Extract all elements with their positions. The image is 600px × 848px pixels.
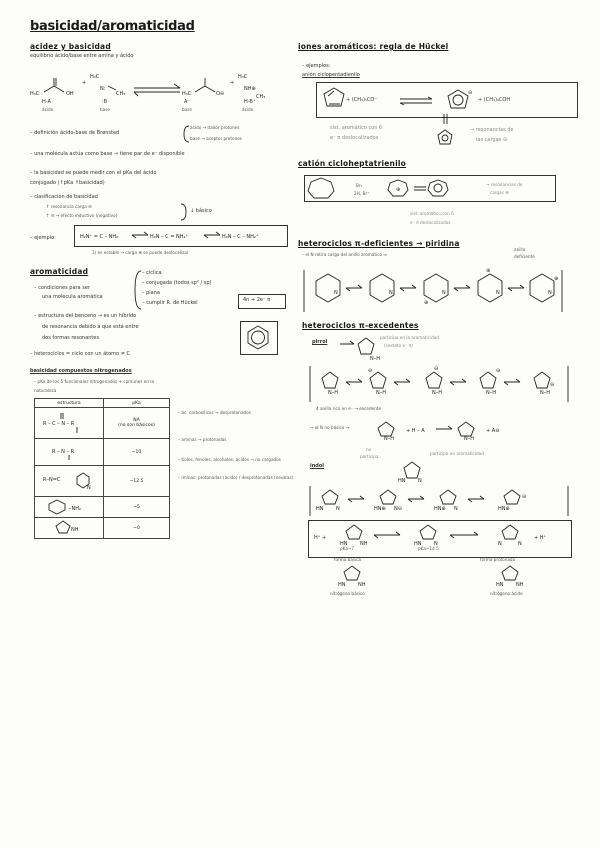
brace <box>132 270 142 310</box>
reagent-mid: 2H, Br⁺ <box>354 191 370 196</box>
aromatic-system-1: sist. aromático con 6 <box>330 125 383 131</box>
section-piridina-header: heterociclos π-deficientes → piridina <box>298 239 460 248</box>
svg-text:HN: HN <box>340 541 348 547</box>
classif-result: ↓ básico <box>190 208 212 214</box>
svg-text:HN⊕: HN⊕ <box>498 506 510 512</box>
svg-text:⊖: ⊖ <box>496 368 501 374</box>
svg-text:HN: HN <box>316 506 324 512</box>
pyrrole-resonance <box>308 364 570 404</box>
resonance-negative-1: → resonancias de <box>470 127 514 133</box>
th-structure: estructura <box>35 399 104 408</box>
pirrol-note-2: (sexteto e⁻ π) <box>384 343 413 348</box>
svg-text:H₂N – C – NH₂⁺: H₂N – C – NH₂⁺ <box>222 234 259 240</box>
pirrol-label: pirrol <box>312 339 328 345</box>
cation-resonance-1: → resonancias de <box>486 182 523 187</box>
svg-text:HN⊕: HN⊕ <box>374 506 386 512</box>
svg-text:H₂N – C = NH₂⁺: H₂N – C = NH₂⁺ <box>150 234 189 240</box>
form-basic: forma básica <box>334 557 362 562</box>
intro-1: – pKa de los 5 funcionales nitrogenados + comunes en la <box>34 379 155 384</box>
svg-text:⊕: ⊕ <box>554 276 559 282</box>
svg-text:⊖: ⊖ <box>434 366 439 372</box>
svg-text:O⊖: O⊖ <box>216 91 225 97</box>
svg-text:N: N <box>548 290 552 296</box>
section-basicidad-header: basicidad compuestos nitrogenados <box>30 368 132 374</box>
sublabel-acido: ácido <box>42 107 54 112</box>
structure-amine <box>35 439 104 466</box>
sublabel-acido-2: ácido <box>242 107 254 112</box>
huckel-rule: 4n + 2e⁻ π <box>243 297 271 303</box>
label-b: :B <box>102 99 108 105</box>
svg-text:R – N – R: R – N – R <box>52 449 75 455</box>
acid-base-scheme <box>30 62 270 112</box>
pka-line-2: conjugado (↑pKa ↑basicidad) <box>30 180 105 186</box>
bronsted-line: – definición ácido-base de Brønsted <box>30 130 120 136</box>
brace <box>180 204 188 220</box>
tropylium-resonance <box>388 178 488 200</box>
cond-conjugada: – conjugada (todos sp² / sp) <box>142 280 212 286</box>
svg-text:H₂N⁺ = C – NH₂: H₂N⁺ = C – NH₂ <box>80 234 119 240</box>
section-cation-header: catión cicloheptatrienilo <box>298 159 406 168</box>
bronsted-acid: ácido → dador protones <box>190 125 240 130</box>
svg-text:⊖: ⊖ <box>468 90 473 96</box>
label-a: A⁻ <box>184 99 191 105</box>
svg-text:⊕: ⊕ <box>486 268 491 274</box>
cation-aromatic-1: sist. aromático con 6 <box>410 211 454 216</box>
svg-text:CH₃: CH₃ <box>116 91 126 97</box>
svg-text:⊕: ⊕ <box>396 187 401 193</box>
svg-text:N: N <box>518 541 522 547</box>
reagent-br2: Br₂ <box>356 183 363 188</box>
row-anil-pka: ~5 <box>104 497 170 518</box>
svg-text:NH: NH <box>358 582 366 588</box>
svg-text:CH₃: CH₃ <box>256 94 266 100</box>
svg-text:HN: HN <box>414 541 422 547</box>
svg-text:R – C – N – R: R – C – N – R <box>43 421 75 427</box>
indol-note-arom: participa en aromaticidad <box>430 451 484 456</box>
svg-text:N–H: N–H <box>464 436 474 442</box>
svg-text:N: N <box>496 290 500 296</box>
svg-text:N–H: N–H <box>486 390 496 396</box>
anion-name: anión ciclopentadienilo <box>302 72 360 78</box>
classif-2: ↑ ⊖ → efecto inductivo (negativo) <box>46 213 118 218</box>
structure-guanidine-pyridine <box>35 466 104 497</box>
examples-label: – ejemplos: <box>302 63 331 69</box>
indole-forms <box>316 564 556 594</box>
basic-note: → el N no básico → <box>310 425 350 430</box>
form-protonated: forma protonada <box>480 557 516 562</box>
cond-plana: – plana <box>142 290 160 296</box>
svg-text:N–H: N–H <box>370 356 380 362</box>
svg-text:HN: HN <box>496 582 504 588</box>
label-ha: H-A <box>42 99 51 105</box>
cycloheptatriene <box>306 176 336 202</box>
aromatic-system-2: e⁻ π deslocalizados <box>330 135 379 141</box>
pka-table <box>34 398 170 539</box>
section-iones-header: iones aromáticos: regla de Hückel <box>298 42 449 51</box>
svg-text:+: + <box>82 80 87 86</box>
indole-structure <box>398 460 438 484</box>
note-imines: – iminas: protonadas (ácido) / desprotonadas (neutras) <box>178 475 294 480</box>
svg-text:–NH₂: –NH₂ <box>69 506 82 512</box>
pka-note: (no son básicos) <box>118 423 155 428</box>
intro-2: naturaleza <box>34 388 57 393</box>
n-acid-label: nitrógeno ácido <box>490 591 523 596</box>
indol-label: indol <box>310 463 325 469</box>
svg-text:+ A⊖: + A⊖ <box>486 428 500 434</box>
svg-text:N: N <box>336 506 340 512</box>
svg-text:N: N <box>418 478 422 484</box>
svg-text:N:: N: <box>100 86 106 92</box>
svg-text:H⁺ +: H⁺ + <box>314 535 327 541</box>
example-label: – ejemplo: <box>30 235 56 241</box>
sublabel-base-2: base <box>182 107 192 112</box>
svg-text:NH: NH <box>360 541 368 547</box>
svg-text:HN⊕: HN⊕ <box>434 506 446 512</box>
indole-resonance <box>308 484 570 518</box>
svg-text:N–H: N–H <box>540 390 550 396</box>
pirrol-note-1: participa en la aromaticidad <box>380 335 439 340</box>
benzene-icon <box>240 321 276 353</box>
svg-text:⊖: ⊖ <box>368 368 373 374</box>
svg-text:N–H: N–H <box>328 390 338 396</box>
row-pyrrole-pka: ~0 <box>104 518 170 539</box>
benzene-line-2: de resonancia debido a que está entre <box>42 324 139 330</box>
indol-note-participa: participa <box>360 454 379 459</box>
svg-text:+ H⁺: + H⁺ <box>534 535 547 541</box>
section-acidez-header: acidez y basicidad <box>30 42 111 51</box>
svg-text:+: + <box>230 80 235 86</box>
classif-1: ↑ resonancia carga ⊖ <box>46 204 92 209</box>
reagent-tbuo: + (CH₃)₃CO⁻ <box>346 97 378 103</box>
svg-text:H₃C: H₃C <box>238 74 248 80</box>
pka-indole-1: pKa~7 <box>340 546 355 551</box>
row-amide-pka <box>104 408 170 439</box>
cation-aromatic-2: e⁻ π deslocalizados <box>410 220 451 225</box>
conditions-label-2: una molécula aromática <box>42 294 103 300</box>
structure-amide <box>35 408 104 439</box>
note-carboxylic: – ác. carboxílicos → desprotonados <box>178 410 251 415</box>
svg-text:H₃C: H₃C <box>182 91 192 97</box>
example-note: 1) es estable → carga ⊕ se puede deslocalizar <box>92 250 189 255</box>
equilibrium-arrow <box>398 97 438 105</box>
svg-text:⊖: ⊖ <box>550 382 555 388</box>
pyridine-note: – el N retira carga del anillo aromático ⇒ <box>302 252 387 257</box>
svg-text:N–H: N–H <box>432 390 442 396</box>
brace <box>182 126 190 142</box>
equilibrium-caption: equilibrio ácido/base entre amina y ácido <box>30 53 134 59</box>
svg-text:HN: HN <box>398 478 406 484</box>
section-excedentes-header: heterociclos π-excedentes <box>302 321 419 330</box>
structure-pyridine <box>35 497 104 518</box>
pka-indole-2: pKa~14.5 <box>418 546 439 551</box>
svg-text:⊖: ⊖ <box>522 494 527 500</box>
cond-ciclica: – cíclica <box>142 270 162 276</box>
svg-text:HN: HN <box>338 582 346 588</box>
svg-text:N: N <box>442 290 446 296</box>
svg-text:NH: NH <box>516 582 524 588</box>
svg-text:N–H: N–H <box>384 436 394 442</box>
pyrrole-protonation <box>372 418 562 442</box>
resonance-negative-2: las cargas ⊖ <box>476 137 508 143</box>
label-hb: H-B⁺ <box>244 99 256 105</box>
pyridine-resonance <box>302 268 564 316</box>
cp-anion <box>444 86 474 116</box>
svg-text:+ H – A: + H – A <box>406 428 425 434</box>
conditions-label-1: – condiciones para ser <box>34 285 90 291</box>
row-amine-pka: ~10 <box>104 439 170 466</box>
guanidine-resonance <box>78 225 283 245</box>
excess-note: 4 anillo rico en e⁻ → excedente <box>316 406 382 411</box>
svg-text:H₃C: H₃C <box>90 74 100 80</box>
cond-huckel: – cumplir R. de Hückel <box>142 300 198 306</box>
note-amines: – aminas → protonadas <box>178 437 227 442</box>
svg-text:N: N <box>389 290 393 296</box>
svg-text:H₃C: H₃C <box>30 91 40 97</box>
svg-text:N: N <box>498 541 502 547</box>
svg-text:N: N <box>434 541 438 547</box>
base-def: – una molécula actúa como base → tiene par de e⁻ disponible <box>30 151 185 157</box>
svg-text:N: N <box>87 485 91 491</box>
n-basic-label: nitrógeno básico <box>330 591 365 596</box>
svg-text:N: N <box>334 290 338 296</box>
svg-text:NH: NH <box>71 527 79 533</box>
section-aromaticidad-header: aromaticidad <box>30 267 89 276</box>
svg-text:NH⊕: NH⊕ <box>244 86 256 92</box>
pyridine-note-2a: anillo <box>514 247 526 252</box>
cation-resonance-2: cargas ⊕ <box>490 190 509 195</box>
benzene-line-3: dos formas resonantes <box>42 335 100 341</box>
bronsted-base: base → aceptor protones <box>190 136 242 141</box>
heterocycle-def: – heterociclos = ciclo con un átomo ≠ C <box>30 351 130 357</box>
page-title: basicidad/aromaticidad <box>30 19 195 34</box>
note-thiols: – tioles, fenoles, alcoholes, ácidos → no cargados <box>178 457 281 462</box>
svg-text:N: N <box>454 506 458 512</box>
pyridine-note-2b: deficiente <box>514 254 535 259</box>
svg-text:R–N=C: R–N=C <box>43 477 61 483</box>
indol-note-no: no <box>366 447 372 452</box>
resonance-indicator <box>434 114 454 154</box>
benzene-line-1: – estructura del benceno → es un híbrido <box>34 313 137 319</box>
svg-text:N–H: N–H <box>376 390 386 396</box>
pka-line-1: – la basicidad se puede medir con el pKa del ácido <box>30 170 157 176</box>
svg-text:OH: OH <box>66 91 74 97</box>
sublabel-base: base <box>100 107 110 112</box>
pyrrole-structure <box>338 334 378 364</box>
classif-title: – clasificación de basicidad <box>30 194 98 200</box>
svg-text:N⊖: N⊖ <box>394 506 402 512</box>
structure-pyrrole <box>35 518 104 539</box>
th-pka: pKa <box>104 399 170 408</box>
row-guan-pka: ~12.5 <box>104 466 170 497</box>
pka-value: NA <box>133 418 140 423</box>
svg-text:⊕: ⊕ <box>424 300 429 306</box>
product-tbuoh: + (CH₃)₃COH <box>478 97 511 103</box>
